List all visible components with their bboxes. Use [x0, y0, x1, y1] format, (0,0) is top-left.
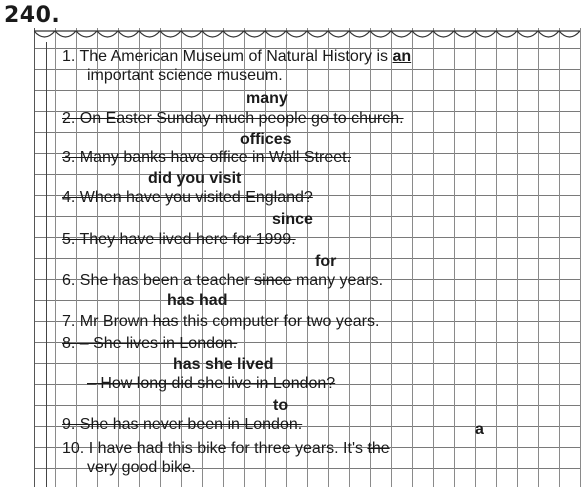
sentence-text: very good bike.	[87, 459, 196, 476]
sentence-1-line-2	[87, 67, 283, 85]
sentence-text: England?	[240, 189, 313, 206]
correction-7: has had	[167, 292, 228, 309]
sentence-text: 7. Mr Brown	[62, 313, 153, 330]
sentence-text: 5. They have lived here	[62, 231, 233, 248]
sentence-8-line-2	[87, 375, 335, 393]
crossed-word: in	[227, 416, 240, 433]
sentence-text: important science museum.	[87, 67, 283, 84]
sentence-text: 9. She has never been	[62, 416, 228, 433]
sentence-2	[62, 110, 404, 128]
crossed-word: has	[152, 313, 179, 330]
correction-4: did you visit	[148, 170, 242, 187]
sentence-text: 3. Many banks have	[62, 149, 210, 166]
sentence-text: people go to church.	[254, 110, 404, 127]
crossed-word: for	[232, 231, 252, 248]
sentence-6	[62, 272, 383, 290]
crossed-word: the	[367, 440, 390, 457]
crossed-word: much	[214, 110, 255, 127]
sentence-9	[62, 416, 302, 434]
correction-2: many	[246, 90, 288, 107]
sentence-8-line-1	[62, 335, 237, 353]
correction-3: offices	[240, 131, 292, 148]
correction-9: to	[273, 397, 289, 414]
sentence-text: many years.	[291, 272, 384, 289]
crossed-word: have you visited	[126, 189, 241, 206]
notebook-spiral	[34, 27, 580, 45]
sentence-text: this computer for two years.	[178, 313, 380, 330]
sentence-text: in Wall Street.	[247, 149, 352, 166]
sentence-3	[62, 149, 351, 167]
sentence-10-line-2	[87, 459, 196, 477]
sentence-text: London.	[239, 416, 303, 433]
sentence-text: 4. When	[62, 189, 127, 206]
crossed-word: since	[254, 272, 292, 289]
sentence-text: 1. The American Museum of Natural History is	[62, 48, 393, 65]
sentence-text: 2. On Easter Sunday	[62, 110, 215, 127]
sentence-text: 6. She has been a teacher	[62, 272, 255, 289]
sentence-text: 1999.	[251, 231, 296, 248]
sentence-text: 8. – She lives in London.	[62, 335, 238, 352]
sentence-10-line-1	[62, 440, 390, 458]
correction-8: has she lived	[173, 356, 274, 373]
inserted-word: an	[392, 48, 412, 65]
sentence-1-line-1	[62, 48, 411, 66]
crossed-word: office	[209, 149, 248, 166]
sentence-text: in London?	[251, 375, 336, 392]
sentence-5	[62, 231, 296, 249]
correction-6: for	[315, 253, 337, 270]
sentence-text: 10. I have had this bike for three years. It's	[62, 440, 368, 457]
sentence-7	[62, 313, 379, 331]
correction-10: a	[475, 421, 484, 438]
crossed-word: did she live	[171, 375, 252, 392]
exercise-number: 240.	[4, 3, 61, 28]
margin-line	[46, 42, 47, 487]
correction-5: since	[272, 211, 313, 228]
sentence-4	[62, 189, 313, 207]
sentence-text: – How long	[87, 375, 172, 392]
